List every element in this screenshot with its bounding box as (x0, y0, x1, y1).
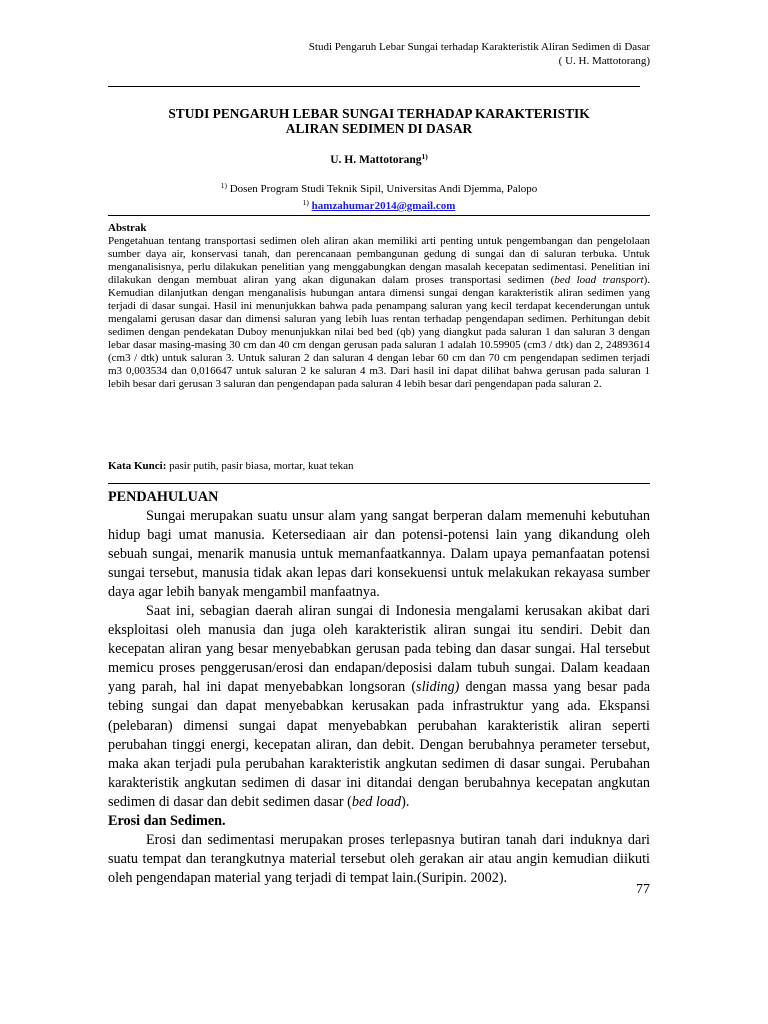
intro-paragraph-1: Sungai merupakan suatu unsur alam yang sangat berperan dalam memenuhi kebutuhan hidup bagi umat manusia. Ketersediaan air dan potensi-potensi lain yang dikandung oleh sebuah sungai, menarik manusia untuk memanfaatkannya. Dalam upaya pemanfaatan potensi sungai tersebut, manusia tidak akan lepas dari konsekuensi untuk melakukan rekayasa sumber daya agar lebih banyak mengambil manfaatnya. (108, 508, 650, 601)
keywords-text: pasir putih, pasir biasa, mortar, kuat tekan (166, 460, 354, 472)
abstract-text-italic: bed load transport (554, 274, 644, 286)
affiliation-block (108, 179, 650, 213)
section-heading-erosi: Erosi dan Sedimen. (108, 812, 226, 829)
intro-paragraph-2-italic1: sliding) (416, 679, 460, 696)
abstract-text (108, 235, 650, 391)
keywords-label: Kata Kunci: (108, 460, 167, 472)
section-introduction (108, 488, 650, 888)
intro-paragraph-2-italic2: bed load (351, 793, 402, 810)
intro-paragraph-2-part3: ). (401, 793, 410, 810)
email-link[interactable]: hamzahumar2014@gmail.com (311, 200, 456, 212)
paper-title-line2: ALIRAN SEDIMEN DI DASAR (285, 121, 473, 136)
paper-title-line1: STUDI PENGARUH LEBAR SUNGAI TERHADAP KARAKTERISTIK (168, 106, 590, 121)
running-head-author: ( U. H. Mattotorang) (558, 55, 650, 67)
paper-title (108, 106, 650, 136)
abstract-top-divider (108, 215, 650, 216)
running-head (108, 40, 650, 68)
abstract-text-part2: ). Kemudian dilanjutkan dengan menganalisis hubungan antara dimensi sungai dengan karakteristik aliran sedimen yang terjadi di dasar sungai. Hasil ini menunjukkan bahwa pada penampang saluran yang kecil terdapat kecenderungan untuk mengalami gerusan dasar dan dimensi saluran yang lebih luas rentan terhadap pengendapan sedimen. Perhitungan debit sedimen dengan pendekatan Duboy menunjukkan nilai bed bed (qb) yang diangkut pada saluran 1 dan saluran 3 dengan lebar dasar masing-masing 30 cm dan 40 cm dengan gerusan pada saluran 1 adalah 10.59905 (cm3 / dtk) dan 2, 24893614 (cm3 / dtk) untuk saluran 3. Untuk saluran 2 dan saluran 4 dengan lebar 60 cm dan 70 cm pengendapan sedimen terjadi m3 0,003534 dan 0,016647 untuk saluran 2 ke saluran 4 m3. Dari hasil ini dapat dilihat bahwa gerusan pada saluran 1 lebih besar dari gerusan 3 saluran dan pengendapan pada saluran 4 lebih besar dari pengendapan pada saluran 2. (108, 274, 650, 390)
author-superscript: 1) (421, 152, 428, 161)
intro-paragraph-2-part2: dengan massa yang besar pada tebing sungai dan dapat menyebabkan kerusakan pada infrastruktur yang ada. Ekspansi (pelebaran) dimensi sungai dapat menyebabkan perubahan karakteristik aliran seperti perubahan tinggi energi, kecepatan aliran, dan debit. Dengan berubahnya perameter tersebut, maka akan terjadi pula perubahan karakteristik angkutan sedimen di dasar sungai. Perubahan karakteristik angkutan sedimen di dasar ini ditandai dengan berubahnya kecepatan angkutan sedimen di dasar dan debit sedimen dasar ( (108, 679, 650, 810)
intro-paragraph-2-part1: Saat ini, sebagian daerah aliran sungai di Indonesia mengalami kerusakan akibat dari eksploitasi oleh manusia dan juga oleh karakteristik aliran sungai itu sendiri. Debit dan kecepatan aliran yang besar menyebabkan gerusan pada tebing dan dasar sungai. Hal tersebut memicu proses penggerusan/erosi dan endapan/deposisi dalam tubuh sungai. Dalam keadaan yang parah, hal ini dapat menyebabkan longsoran ( (108, 603, 650, 696)
section-heading-pendahuluan: PENDAHULUAN (108, 489, 219, 505)
affiliation-superscript: 1) (220, 181, 227, 190)
header-divider (108, 86, 640, 87)
page-number: 77 (636, 882, 650, 897)
author-name: U. H. Mattotorang (330, 154, 422, 166)
affiliation-text: Dosen Program Studi Teknik Sipil, Universitas Andi Djemma, Palopo (226, 183, 538, 195)
erosi-paragraph-1: Erosi dan sedimentasi merupakan proses terlepasnya butiran tanah dari induknya dari suatu tempat dan terangkutnya material tersebut oleh gerakan air atau angin kemudian diikuti oleh pengendapan material yang terjadi di tempat lain.(Suripin. 2002). (108, 831, 650, 886)
abstract-bottom-divider (108, 483, 650, 484)
running-head-title: Studi Pengaruh Lebar Sungai terhadap Karakteristik Aliran Sedimen di Dasar (308, 41, 650, 53)
abstract-label: Abstrak (108, 222, 147, 234)
abstract-text-part1: Pengetahuan tentang transportasi sedimen oleh aliran akan memiliki arti penting untuk pengembangan dan pengelolaan sumber daya air, konservasi tanah, dan perencanaan pembangunan gedung di sungai dan di saluran terbuka. Untuk menganalisisnya, perlu dilakukan penelitian yang menggabungkan dengan masalah kecepatan sedimentasi. Penelitian ini dilakukan dengan membuat aliran yang akan digunakan dalam proses transportasi sedimen ( (108, 235, 650, 286)
intro-paragraph-2 (108, 602, 650, 812)
author-line (108, 150, 650, 167)
keywords (108, 460, 650, 473)
email-superscript: 1) (302, 198, 309, 207)
